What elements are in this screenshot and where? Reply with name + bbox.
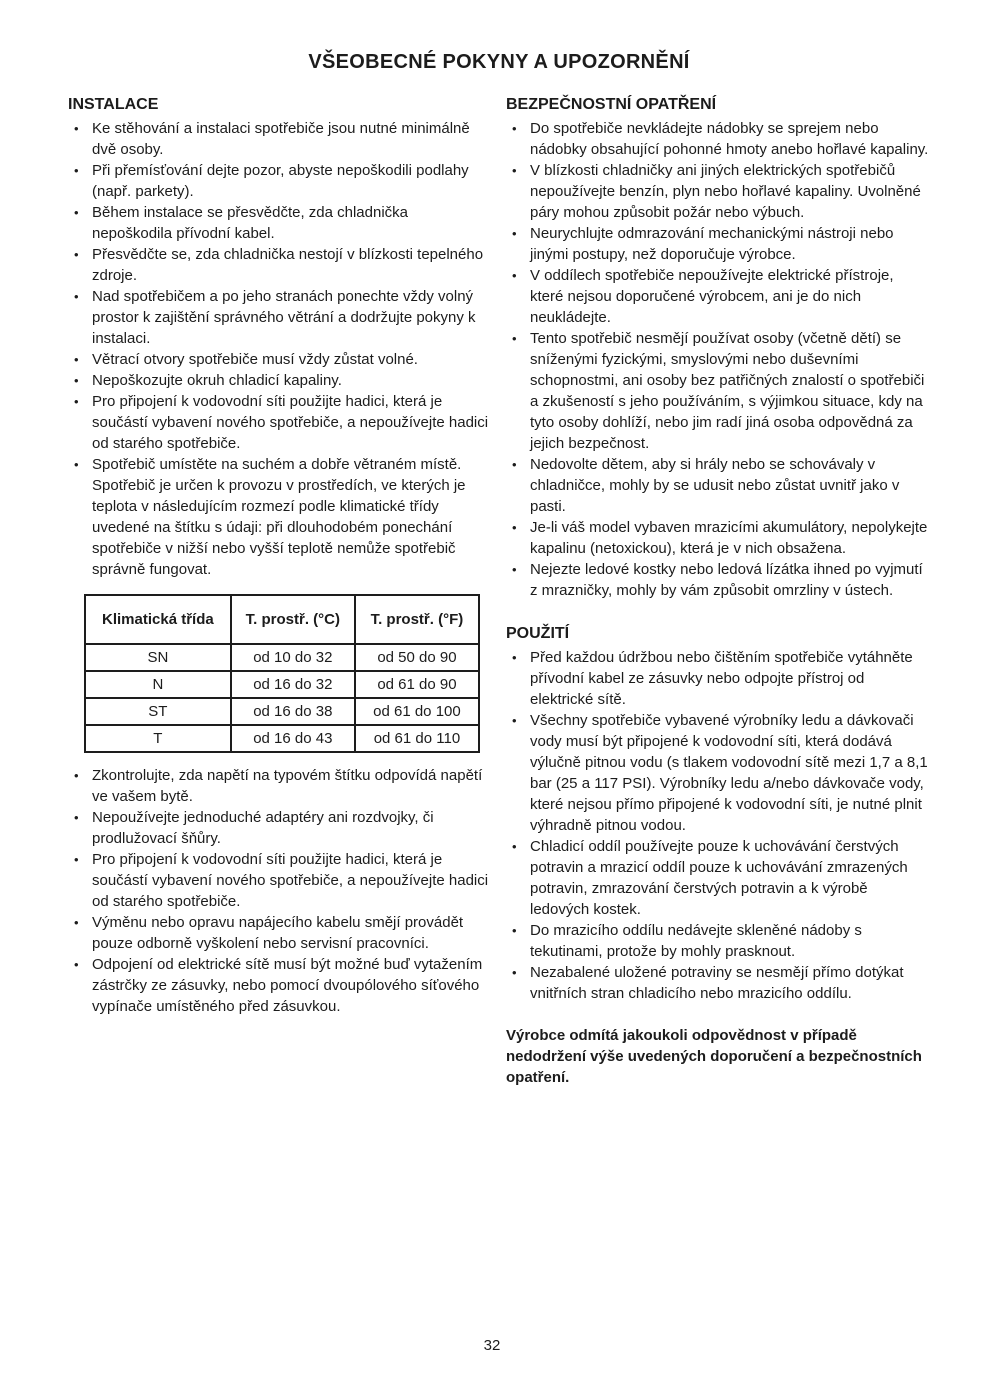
list-item: • Pro připojení k vodovodní síti použijte hadici, která je součástí vybavení nového spotřebiče, a nepoužívejte hadici od starého spotřebiče.: [68, 391, 492, 454]
list-item: • Nejezte ledové kostky nebo ledová lízátka ihned po vyjmutí z mrazničky, mohly by vám způsobit omrzliny v ústech.: [506, 559, 930, 601]
table-cell: od 16 do 32: [231, 671, 355, 698]
table-cell: od 10 do 32: [231, 644, 355, 671]
page-number: 32: [483, 1337, 501, 1354]
installation-bullet-list: [68, 118, 492, 580]
table-cell: ST: [85, 698, 231, 725]
list-item: • Výměnu nebo opravu napájecího kabelu smějí provádět pouze odborně vyškolení nebo servisní pracovníci.: [68, 912, 492, 954]
table-row: [85, 671, 479, 698]
page-title: VŠEOBECNÉ POKYNY A UPOZORNĚNÍ: [308, 51, 690, 73]
table-header-row: [85, 595, 479, 644]
manufacturer-disclaimer: Výrobce odmítá jakoukoli odpovědnost v případě nedodržení výše uvedených doporučení a bezpečnostních opatření.: [506, 1027, 922, 1086]
list-item: • Větrací otvory spotřebiče musí vždy zůstat volné.: [68, 349, 492, 370]
table-cell: N: [85, 671, 231, 698]
list-item: • Nepoškozujte okruh chladicí kapaliny.: [68, 370, 492, 391]
installation-bullet-list-after-table: [68, 765, 492, 1017]
table-cell: od 16 do 38: [231, 698, 355, 725]
list-item: • Zkontrolujte, zda napětí na typovém štítku odpovídá napětí ve vašem bytě.: [68, 765, 492, 807]
list-item: • Do spotřebiče nevkládejte nádobky se sprejem nebo nádobky obsahující pohonné hmoty anebo hořlavé kapaliny.: [506, 118, 930, 160]
list-item: • Před každou údržbou nebo čištěním spotřebiče vytáhněte přívodní kabel ze zásuvky nebo odpojte přístroj od elektrické sítě.: [506, 647, 930, 710]
usage-bullet-list: [506, 647, 930, 1004]
list-item: • Chladicí oddíl používejte pouze k uchovávání čerstvých potravin a mrazicí oddíl pouze k uchovávání zmrazených potravin, zmrazování čerstvých potravin a k výrobě ledových kostek.: [506, 836, 930, 920]
table-cell: od 61 do 110: [355, 725, 479, 752]
list-item: • Během instalace se přesvědčte, zda chladnička nepoškodila přívodní kabel.: [68, 202, 492, 244]
list-item: • Nad spotřebičem a po jeho stranách ponechte vždy volný prostor k zajištění správného větrání a dodržujte pokyny k instalaci.: [68, 286, 492, 349]
section-heading-installation: INSTALACE: [68, 96, 159, 113]
list-item: • Všechny spotřebiče vybavené výrobníky ledu a dávkovači vody musí být připojené k vodovodní síti, která dodává výlučně pitnou vodu (s tlakem vodovodní sítě mezi 1,7 a 8,1 bar (25 a 117 PSI). Výrobníky ledu a/nebo dávkovače vody, které nejsou přímo připojené k vodovodní síti, je nutné plnit výhradně pitnou vodou.: [506, 710, 930, 836]
table-row: [85, 725, 479, 752]
table-row: [85, 698, 479, 725]
list-item: • Spotřebič umístěte na suchém a dobře větraném místě. Spotřebič je určen k provozu v prostředích, ve kterých je teplota v následujícím rozmezí podle klimatické třídy uvedené na štítku s údaji: při dlouhodobém ponechání spotřebiče v nižší nebo vyšší teplotě nemůže spotřebič správně fungovat.: [68, 454, 492, 580]
list-item: • Tento spotřebič nesmějí používat osoby (včetně dětí) se sníženými fyzickými, smyslovými nebo duševními schopnostmi, ani osoby bez patřičných znalostí o spotřebiči a zkušeností s jeho používáním, s výjimkou situace, kdy na tyto osoby dohlíží, nebo jim radí jiná osoba odpovědná za jejich bezpečnost.: [506, 328, 930, 454]
right-column: [506, 94, 930, 1088]
table-row: [85, 644, 479, 671]
table-cell: od 61 do 100: [355, 698, 479, 725]
list-item: • Odpojení od elektrické sítě musí být možné buď vytažením zástrčky ze zásuvky, nebo pomocí dvoupólového síťového vypínače umístěného před zásuvkou.: [68, 954, 492, 1017]
list-item: • Pro připojení k vodovodní síti použijte hadici, která je součástí vybavení nového spotřebiče, a nepoužívejte hadici od starého spotřebiče.: [68, 849, 492, 912]
climate-class-table: [84, 594, 480, 753]
table-cell: od 50 do 90: [355, 644, 479, 671]
list-item: • Nezabalené uložené potraviny se nesmějí přímo dotýkat vnitřních stran chladicího nebo mrazicího oddílu.: [506, 962, 930, 1004]
list-item: • Ke stěhování a instalaci spotřebiče jsou nutné minimálně dvě osoby.: [68, 118, 492, 160]
list-item: • Přesvědčte se, zda chladnička nestojí v blízkosti tepelného zdroje.: [68, 244, 492, 286]
table-header-cell: T. prostř. (°F): [355, 595, 479, 644]
list-item: • Při přemísťování dejte pozor, abyste nepoškodili podlahy (např. parkety).: [68, 160, 492, 202]
list-item: • Do mrazicího oddílu nedávejte skleněné nádoby s tekutinami, protože by mohly prasknout.: [506, 920, 930, 962]
left-column: [68, 94, 492, 1088]
table-header-cell: Klimatická třída: [85, 595, 231, 644]
list-item: • Je-li váš model vybaven mrazicími akumulátory, nepolykejte kapalinu (netoxickou), která je v nich obsažena.: [506, 517, 930, 559]
list-item: • V oddílech spotřebiče nepoužívejte elektrické přístroje, které nejsou doporučené výrobcem, ani je do nich neukládejte.: [506, 265, 930, 328]
section-heading-usage: POUŽITÍ: [506, 625, 570, 642]
section-heading-safety: BEZPEČNOSTNÍ OPATŘENÍ: [506, 96, 717, 113]
list-item: • Nedovolte dětem, aby si hrály nebo se schovávaly v chladničce, mohly by se udusit nebo zůstat uvnitř jako v pasti.: [506, 454, 930, 517]
table-cell: od 16 do 43: [231, 725, 355, 752]
list-item: • Neurychlujte odmrazování mechanickými nástroji nebo jinými postupy, než doporučuje výrobce.: [506, 223, 930, 265]
list-item: • V blízkosti chladničky ani jiných elektrických spotřebičů nepoužívejte benzín, plyn nebo hořlavé kapaliny. Uvolněné páry mohou způsobit požár nebo výbuch.: [506, 160, 930, 223]
table-cell: od 61 do 90: [355, 671, 479, 698]
safety-bullet-list: [506, 118, 930, 601]
table-cell: SN: [85, 644, 231, 671]
list-item: • Nepoužívejte jednoduché adaptéry ani rozdvojky, či prodlužovací šňůry.: [68, 807, 492, 849]
two-column-layout: [68, 94, 930, 1088]
table-header-cell: T. prostř. (°C): [231, 595, 355, 644]
table-cell: T: [85, 725, 231, 752]
